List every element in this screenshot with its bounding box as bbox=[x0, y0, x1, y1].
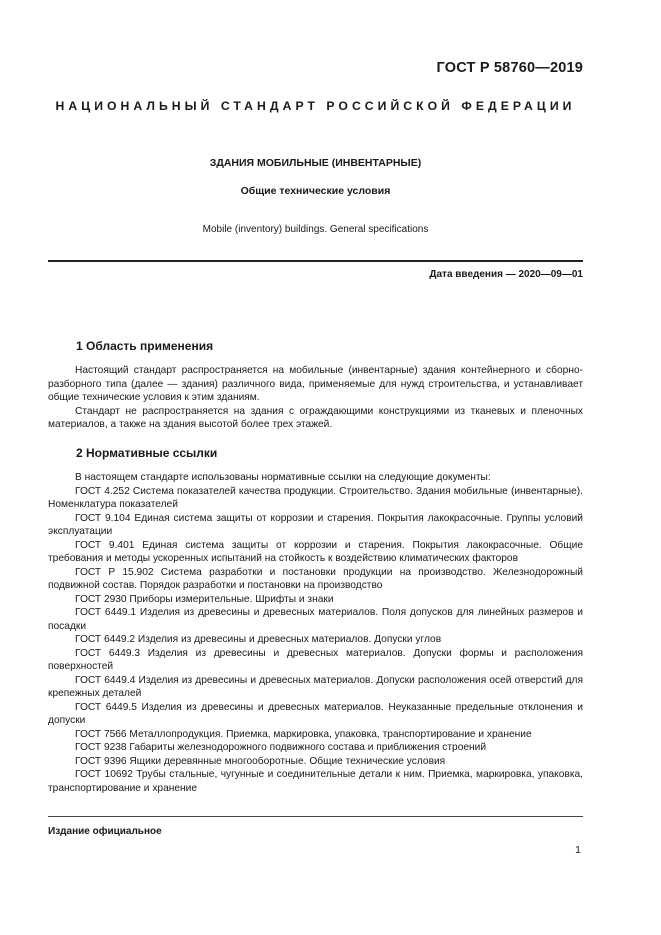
section-2-heading: 2 Нормативные ссылки bbox=[76, 446, 218, 460]
document-number: ГОСТ Р 58760—2019 bbox=[436, 60, 583, 76]
reference-item: ГОСТ Р 15.902 Система разработки и постановки продукции на производство. Железнодорожный подвижной состав. Порядок разработки и постановки на производство bbox=[48, 566, 583, 591]
reference-item: ГОСТ 9.401 Единая система защиты от коррозии и старения. Покрытия лакокрасочные. Общие требования и методы ускоренных испытаний на стойкость к воздействию климатических факторов bbox=[48, 539, 583, 564]
reference-item: ГОСТ 6449.1 Изделия из древесины и древесных материалов. Поля допусков для линейных размеров и посадки bbox=[48, 607, 583, 632]
reference-item: ГОСТ 6449.3 Изделия из древесины и древесных материалов. Допуски формы и расположения поверхностей bbox=[48, 647, 583, 672]
reference-item: ГОСТ 9396 Ящики деревянные многооборотные. Общие технические условия bbox=[75, 755, 446, 767]
footer-divider bbox=[48, 816, 583, 817]
national-standard-banner: НАЦИОНАЛЬНЫЙ СТАНДАРТ РОССИЙСКОЙ ФЕДЕРАЦИИ bbox=[55, 99, 576, 113]
document-title: ЗДАНИЯ МОБИЛЬНЫЕ (ИНВЕНТАРНЫЕ) bbox=[209, 157, 422, 169]
reference-item: ГОСТ 6449.4 Изделия из древесины и древесных материалов. Допуски расположения осей отверстий для крепежных деталей bbox=[48, 674, 583, 699]
title-divider bbox=[48, 260, 583, 262]
paragraph: Настоящий стандарт распространяется на мобильные (инвентарные) здания контейнерного и сборно-разборного типа (далее — здания) различного вида, применяемые для нужд строительства, и устанавливает общие технические условия к этим зданиям. bbox=[48, 365, 583, 403]
page-number: 1 bbox=[575, 844, 581, 856]
section-2-body bbox=[48, 471, 583, 795]
reference-item: ГОСТ 9238 Габариты железнодорожного подвижного состава и приближения строений bbox=[75, 742, 487, 753]
section-1-heading: 1 Область применения bbox=[76, 339, 214, 353]
reference-item: ГОСТ 6449.5 Изделия из древесины и древесных материалов. Неуказанные предельные отклонения и допуски bbox=[48, 701, 583, 726]
reference-item: ГОСТ 7566 Металлопродукция. Приемка, маркировка, упаковка, транспортирование и хранение bbox=[75, 728, 532, 740]
reference-item: ГОСТ 4.252 Система показателей качества продукции. Строительство. Здания мобильные (инвентарные). Номенклатура показателей bbox=[48, 485, 583, 510]
paragraph: В настоящем стандарте использованы нормативные ссылки на следующие документы: bbox=[75, 472, 491, 483]
reference-item: ГОСТ 9.104 Единая система защиты от коррозии и старения. Покрытия лакокрасочные. Группы условий эксплуатации bbox=[48, 512, 583, 537]
reference-item: ГОСТ 6449.2 Изделия из древесины и древесных материалов. Допуски углов bbox=[75, 634, 442, 645]
paragraph: Стандарт не распространяется на здания с ограждающими конструкциями из тканевых и пленочных материалов, а также на здания высотой более трех этажей. bbox=[48, 405, 583, 430]
reference-item: ГОСТ 10692 Трубы стальные, чугунные и соединительные детали к ним. Приемка, маркировка, упаковка, транспортирование и хранение bbox=[48, 769, 583, 794]
section-1-body bbox=[48, 364, 583, 432]
edition-label: Издание официальное bbox=[48, 826, 162, 837]
document-subtitle: Общие технические условия bbox=[240, 185, 391, 197]
english-title: Mobile (inventory) buildings. General specifications bbox=[202, 224, 429, 235]
introduction-date: Дата введения — 2020—09—01 bbox=[429, 269, 583, 280]
reference-item: ГОСТ 2930 Приборы измерительные. Шрифты и знаки bbox=[75, 593, 334, 605]
